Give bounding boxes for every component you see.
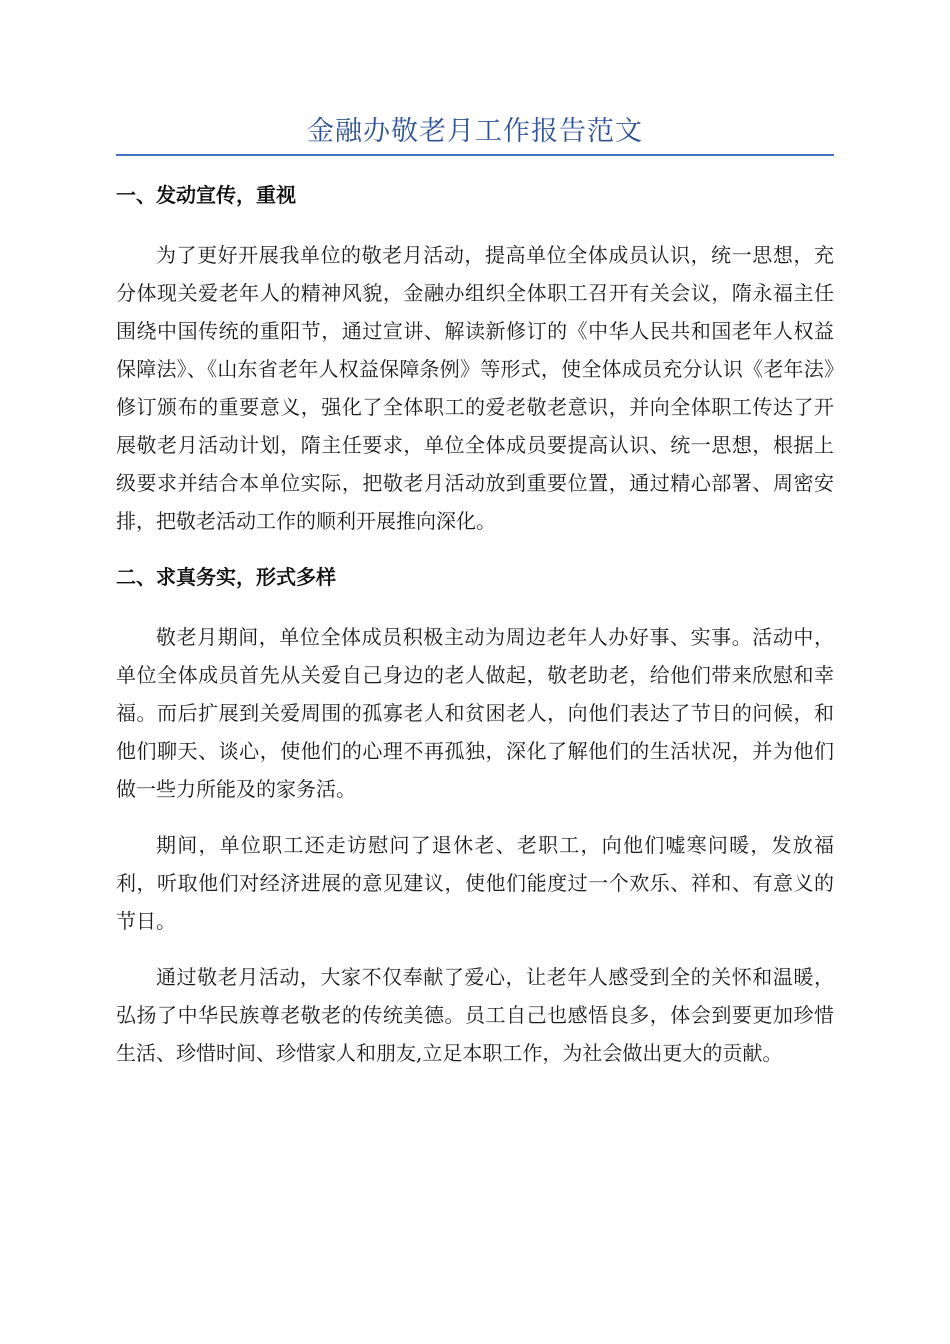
document-body xyxy=(116,176,834,1072)
section-1-paragraph-1: 为了更好开展我单位的敬老月活动，提高单位全体成员认识，统一思想，充分体现关爱老年人的精神风貌，金融办组织全体职工召开有关会议，隋永福主任围绕中国传统的重阳节，通过宣讲、解读新修订的《中华人民共和国老年人权益保障法》、《山东省老年人权益保障条例》等形式，使全体成员充分认识《老年法》修订颁布的重要意义，强化了全体职工的爱老敬老意识，并向全体职工传达了开展敬老月活动计划，隋主任要求，单位全体成员要提高认识、统一思想，根据上级要求并结合本单位实际，把敬老月活动放到重要位置，通过精心部署、周密安排，把敬老活动工作的顺利开展推向深化。 xyxy=(116,243,834,533)
section-2-paragraph-1: 敬老月期间，单位全体成员积极主动为周边老年人办好事、实事。活动中，单位全体成员首先从关爱自己身边的老人做起，敬老助老，给他们带来欣慰和幸福。而后扩展到关爱周围的孤寡老人和贫困老人，向他们表达了节日的问候，和他们聊天、谈心，使他们的心理不再孤独，深化了解他们的生活状况，并为他们做一些力所能及的家务活。 xyxy=(116,625,834,801)
section-2-paragraph-3: 通过敬老月活动，大家不仅奉献了爱心，让老年人感受到全的关怀和温暖，弘扬了中华民族尊老敬老的传统美德。员工自己也感悟良多，体会到要更加珍惜生活、珍惜时间、珍惜家人和朋友,立足本职工作，为社会做出更大的贡献。 xyxy=(116,965,834,1065)
section-heading-2: 二、求真务实，形式多样 xyxy=(116,565,336,589)
page-title: 金融办敬老月工作报告范文 xyxy=(307,116,643,147)
section-heading-1: 一、发动宣传，重视 xyxy=(116,183,296,207)
title-underline xyxy=(116,154,834,156)
section-2-paragraph-2: 期间，单位职工还走访慰问了退休老、老职工，向他们嘘寒问暖，发放福利，听取他们对经济进展的意见建议，使他们能度过一个欢乐、祥和、有意义的节日。 xyxy=(116,833,834,933)
